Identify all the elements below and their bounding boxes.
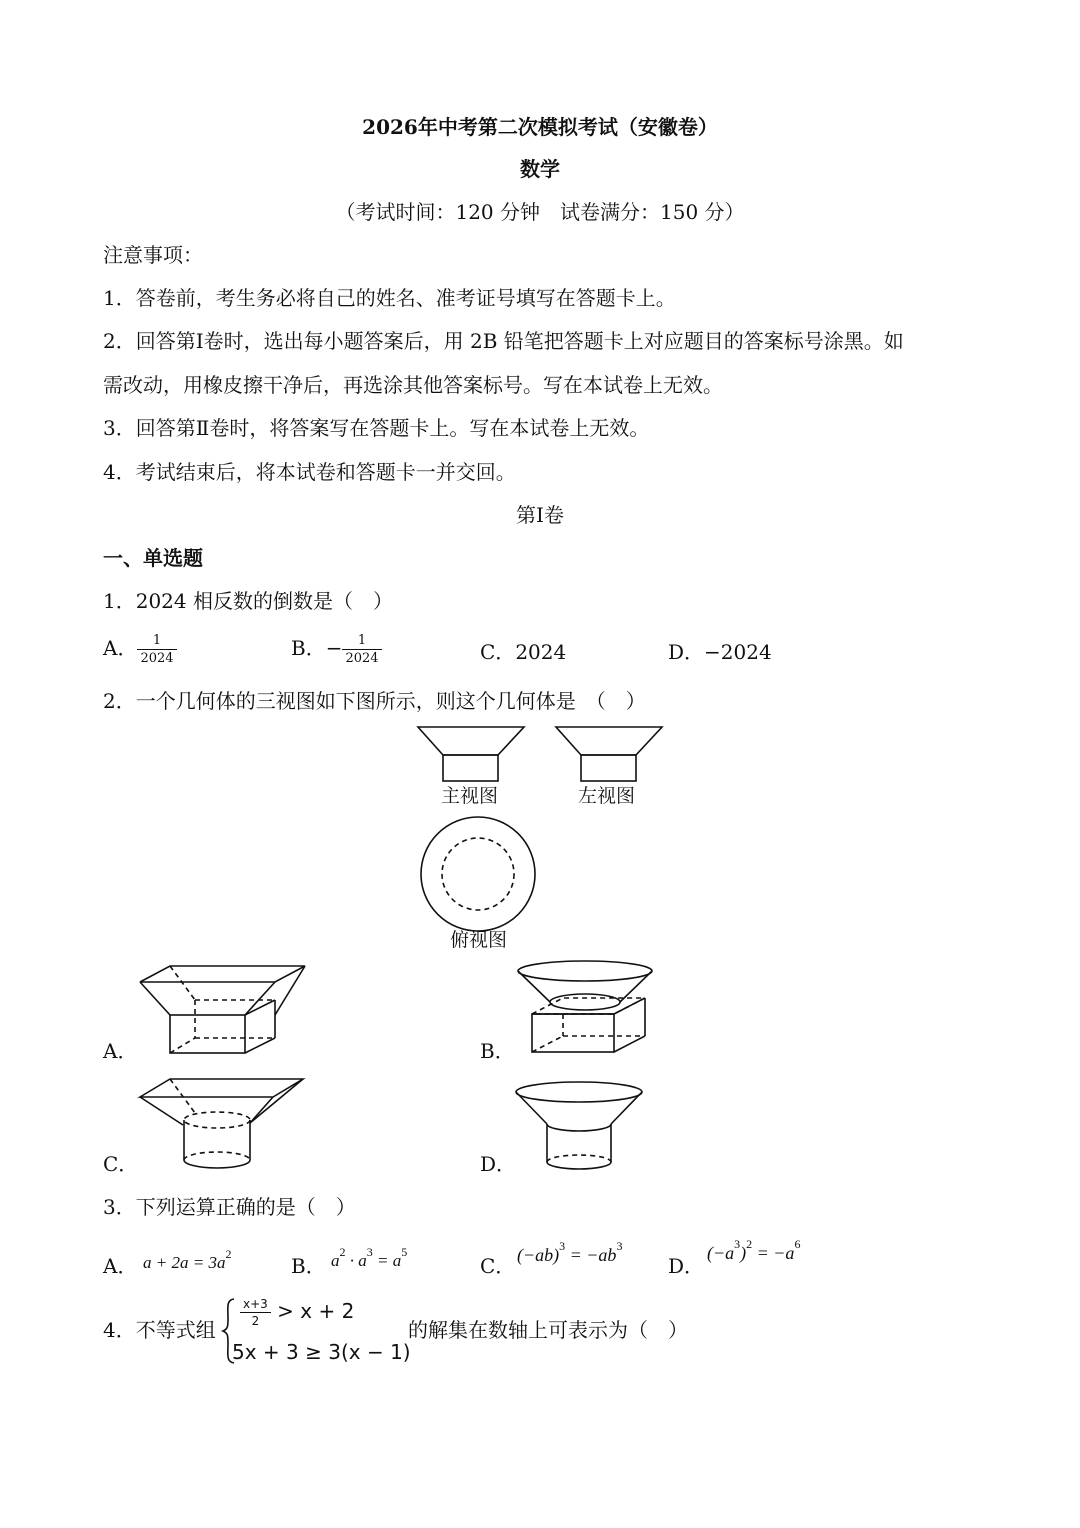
edge bbox=[614, 1036, 645, 1052]
q3-option-a-label: A． bbox=[103, 1254, 138, 1278]
q1-option-d bbox=[668, 642, 772, 662]
frustum-top-ellipse bbox=[518, 961, 652, 981]
frustum-bottom-front bbox=[547, 1124, 611, 1131]
box-front bbox=[170, 1015, 245, 1053]
exponent: 2 bbox=[339, 1245, 346, 1259]
inequality-1 bbox=[240, 1298, 354, 1327]
exponent: 2 bbox=[225, 1247, 232, 1261]
exponent: 3 bbox=[559, 1239, 566, 1253]
cylinder-top-ellipse bbox=[184, 1112, 250, 1128]
q2-option-b-label: B． bbox=[480, 1039, 515, 1063]
expr-text: = a bbox=[372, 1251, 402, 1270]
expr-text: a bbox=[331, 1251, 340, 1270]
notice-item: 4．考试结束后，将本试卷和答题卡一并交回。 bbox=[103, 460, 516, 484]
three-view-figure bbox=[410, 720, 680, 960]
q3-option-c-expr bbox=[517, 1239, 623, 1265]
expr-text: = −ab bbox=[565, 1245, 617, 1265]
exponent: 3 bbox=[616, 1239, 623, 1253]
q3-option-c-label: C． bbox=[480, 1254, 516, 1278]
minus-sign: − bbox=[325, 636, 343, 660]
expr-text: (−ab) bbox=[517, 1245, 560, 1265]
notice-item: 需改动，用橡皮擦干净后，再选涂其他答案标号。写在本试卷上无效。 bbox=[103, 373, 723, 397]
expr-text: · a bbox=[345, 1251, 367, 1270]
subject-title: 数学 bbox=[520, 157, 560, 181]
option-label: C． bbox=[480, 640, 516, 664]
edge bbox=[245, 1038, 275, 1053]
edge bbox=[140, 982, 170, 1015]
option-value: 2024 bbox=[515, 640, 567, 664]
cylinder-bottom-back bbox=[184, 1152, 250, 1160]
option-value: −2024 bbox=[704, 640, 772, 664]
frustum-top bbox=[140, 966, 305, 982]
exponent: 3 bbox=[366, 1245, 373, 1259]
q1-option-c bbox=[480, 642, 566, 662]
q2-option-c-figure bbox=[135, 1075, 310, 1175]
q3-option-d-expr bbox=[707, 1237, 801, 1263]
edge bbox=[620, 971, 652, 1002]
hidden-edge bbox=[170, 1038, 195, 1053]
section-heading: 一、单选题 bbox=[103, 546, 203, 570]
q2-option-c-label: C． bbox=[103, 1152, 139, 1176]
notice-heading: 注意事项： bbox=[103, 243, 203, 267]
notice-item: 1．答卷前，考生务必将自己的姓名、准考证号填写在答题卡上。 bbox=[103, 286, 676, 310]
denominator: 2 bbox=[240, 1312, 271, 1327]
left-view-trapezoid bbox=[556, 727, 662, 755]
cylinder-bottom-front bbox=[547, 1162, 611, 1169]
q2-option-a-label: A． bbox=[103, 1039, 138, 1063]
edge bbox=[611, 1092, 642, 1124]
edge bbox=[518, 971, 550, 1002]
fraction bbox=[137, 634, 176, 665]
edge bbox=[245, 1000, 275, 1015]
exponent: 2 bbox=[746, 1237, 753, 1251]
numerator: x+3 bbox=[243, 1297, 268, 1311]
expr-text: = −a bbox=[752, 1243, 795, 1263]
q4-stem-suffix: 的解集在数轴上可表示为（ ） bbox=[408, 1318, 688, 1342]
inequality-rest: > x + 2 bbox=[277, 1299, 355, 1323]
q3-option-d-label: D． bbox=[668, 1254, 705, 1278]
fraction bbox=[240, 1298, 271, 1327]
denominator: 2024 bbox=[342, 649, 381, 665]
edge bbox=[516, 1092, 547, 1124]
q1-stem: 1．2024 相反数的倒数是（ ） bbox=[103, 589, 393, 613]
q3-stem: 3．下列运算正确的是（ ） bbox=[103, 1195, 356, 1219]
top-view-outer-circle bbox=[421, 817, 535, 931]
q3-option-b-label: B． bbox=[291, 1254, 326, 1278]
expr-text: ) bbox=[740, 1243, 747, 1263]
fraction bbox=[342, 634, 381, 665]
front-view-label: 主视图 bbox=[441, 785, 499, 807]
numerator: 1 bbox=[152, 633, 162, 648]
hidden-edge bbox=[532, 1036, 563, 1052]
q3-option-b-expr bbox=[331, 1245, 408, 1270]
volume-title: 第Ⅰ卷 bbox=[516, 503, 564, 527]
left-view-rect bbox=[581, 755, 636, 781]
expr-text: a + 2a = 3a bbox=[143, 1253, 226, 1272]
hidden-edge bbox=[170, 1079, 195, 1113]
inequality-2: 5x + 3 ≥ 3(x − 1) bbox=[232, 1340, 411, 1364]
cylinder-bottom-front bbox=[184, 1160, 250, 1168]
exam-title: 2026年中考第二次模拟考试（安徽卷） bbox=[362, 115, 718, 139]
front-view-rect bbox=[443, 755, 498, 781]
q2-option-b-figure bbox=[515, 958, 660, 1058]
option-label: A． bbox=[103, 636, 138, 660]
top-view-label: 俯视图 bbox=[450, 929, 508, 951]
exponent: 3 bbox=[734, 1237, 741, 1251]
exponent: 5 bbox=[401, 1245, 408, 1259]
option-label: B． bbox=[291, 636, 326, 660]
q2-stem: 2．一个几何体的三视图如下图所示，则这个几何体是 （ ） bbox=[103, 689, 646, 713]
front-view-trapezoid bbox=[418, 727, 524, 755]
cylinder-bottom-back bbox=[547, 1155, 611, 1162]
frustum-top-ellipse bbox=[516, 1082, 642, 1102]
exam-info: （考试时间：120 分钟 试卷满分：150 分） bbox=[335, 200, 745, 224]
top-view-inner-circle bbox=[442, 838, 514, 910]
numerator: 1 bbox=[357, 633, 367, 648]
edge bbox=[250, 1079, 303, 1123]
denominator: 2024 bbox=[137, 649, 176, 665]
notice-item: 2．回答第Ⅰ卷时，选出每小题答案后，用 2B 铅笔把答题卡上对应题目的答案标号涂黑。如 bbox=[103, 329, 904, 353]
exponent: 6 bbox=[794, 1237, 801, 1251]
q1-option-a bbox=[103, 634, 177, 665]
expr-text: (−a bbox=[707, 1243, 735, 1263]
q2-option-d-label: D． bbox=[480, 1152, 517, 1176]
edge bbox=[245, 982, 275, 1015]
left-view-label: 左视图 bbox=[578, 785, 636, 807]
q1-option-b bbox=[291, 634, 382, 665]
edge bbox=[140, 1097, 183, 1125]
notice-item: 3．回答第Ⅱ卷时，将答案写在答题卡上。写在本试卷上无效。 bbox=[103, 416, 650, 440]
q4-stem-prefix: 4．不等式组 bbox=[103, 1318, 216, 1342]
q3-option-a-expr bbox=[143, 1247, 232, 1272]
frustum-top bbox=[140, 1079, 303, 1097]
q2-option-d-figure bbox=[515, 1080, 660, 1175]
hidden-edge bbox=[170, 966, 195, 1000]
q2-option-a-figure bbox=[135, 960, 310, 1060]
frustum-bottom-ellipse bbox=[550, 994, 620, 1010]
option-label: D． bbox=[668, 640, 705, 664]
